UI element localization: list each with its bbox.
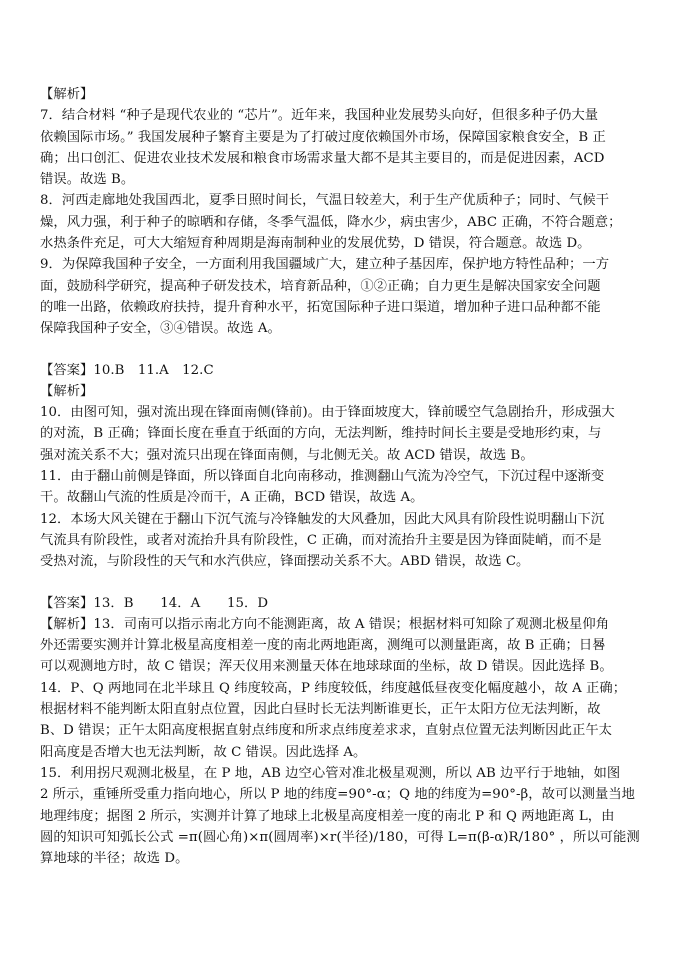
text-line: 【解析】 — [40, 87, 94, 102]
text-line: 9．为保障我国种子安全，一方面利用我国疆域广大，建立种子基因库，保护地方特性品种；一方 — [40, 257, 610, 273]
text-line: 受热对流，与阶段性的天气和水汽供应，锋面摆动关系不大。ABD 错误，故选 C。 — [40, 554, 530, 570]
answer-section — [40, 360, 658, 573]
text-line: 算地球的半径；故选 D。 — [40, 851, 189, 867]
text-line: 保障我国种子安全，③④错误。故选 A。 — [40, 321, 281, 337]
text-line: 燥，风力强，利于种子的晾晒和存储，冬季气温低，降水少，病虫害少，ABC 正确，不符合题意； — [40, 214, 622, 230]
text-line: 【解析】13．司南可以指示南北方向不能测距离，故 A 错误；根据材料可知除了观测北极星仰角 — [40, 616, 610, 632]
text-line: 依赖国际市场。” 我国发展种子繁育主要是为了打破过度依赖国外市场，保障国家粮食安全，B 正 — [40, 129, 606, 145]
text-line: 根据材料不能判断太阳直射点位置，因此白昼时长无法判断谁更长，正午太阳方位无法判断，故 — [40, 702, 601, 718]
section-gap — [40, 573, 658, 593]
text-line: 2 所示，重锤所受重力指向地心，所以 P 地的纬度=90°-α；Q 地的纬度为=90°-β，故可以测量当地 — [40, 787, 636, 803]
document-page — [40, 84, 658, 869]
text-line: 可以观测地方时，故 C 错误；浑天仪用来测量天体在地球球面的坐标，故 D 错误。因此选择 B。 — [40, 659, 613, 675]
text-line: 地理纬度；据图 2 所示，实测并计算了地球上北极星高度相差一度的南北 P 和 Q 两地距离 L，由 — [40, 808, 615, 824]
text-line: 确；出口创汇、促进农业技术发展和粮食市场需求量大都不是其主要目的，而是促进因素，ACD — [40, 150, 605, 166]
text-line: 8．河西走廊地处我国西北，夏季日照时间长，气温日较差大，利于生产优质种子；同时、气候干 — [40, 193, 610, 209]
text-line: 【答案】10.B 11.A 12.C — [40, 362, 214, 378]
text-line: 的唯一出路，依赖政府扶持，提升育种水平，拓宽国际种子进口渠道，增加种子进口品种都不能 — [40, 299, 601, 315]
text-line: 错误。故选 B。 — [40, 172, 135, 188]
text-line: 的对流，B 正确；锋面长度在垂直于纸面的方向，无法判断，维持时间长主要是受地形约束，与 — [40, 426, 602, 442]
text-line: 【解析】 — [40, 383, 94, 399]
text-line: 12．本场大风关键在于翻山下沉气流与冷锋触发的大风叠加，因此大风具有阶段性说明翻山下沉 — [40, 511, 605, 527]
text-line: 干。故翻山气流的性质是冷而干，A 正确，BCD 错误，故选 A。 — [40, 490, 424, 506]
text-line: 14．P、Q 两地同在北半球且 Q 纬度较高，P 纬度较低，纬度越低昼夜变化幅度越小，故 A 正确； — [40, 680, 627, 696]
text-line: 15．利用拐尺观测北极星，在 P 地，AB 边空心管对准北极星观测，所以 AB 边平行于地轴，如图 — [40, 765, 621, 781]
text-line: B、D 错误；正午太阳高度根据直射点纬度和所求点纬度差求求，直射点位置无法判断因此正午太 — [40, 723, 613, 739]
text-line: 【答案】13．B 14．A 15．D — [40, 595, 269, 611]
text-line: 11．由于翻山前侧是锋面，所以锋面自北向南移动，推测翻山气流为冷空气，下沉过程中逐渐变 — [40, 469, 605, 485]
answer-section — [40, 84, 658, 340]
text-line: 气流具有阶段性，或者对流抬升具有阶段性，C 正确，而对流抬升主要是因为锋面陡峭，而不是 — [40, 532, 602, 548]
text-line: 阳高度是否增大也无法判断，故 C 错误。因此选择 A。 — [40, 744, 367, 760]
text-line: 面，鼓励科学研究，提高种子研发技术，培育新品种，①②正确；自力更生是解决国家安全问题 — [40, 278, 601, 294]
section-gap — [40, 340, 658, 360]
text-line: 7．结合材料 “种子是现代农业的 “芯片”。近年来，我国种业发展势头向好，但很多种子仍大量 — [40, 108, 599, 124]
answer-section — [40, 593, 658, 870]
text-line: 水热条件充足，可大大缩短育种周期是海南制种业的发展优势，D 错误，符合题意。故选 D。 — [40, 236, 591, 252]
text-line: 10．由图可知，强对流出现在锋面南侧(锋前)。由于锋面坡度大，锋前暖空气急剧抬升，形成强大 — [40, 405, 615, 421]
text-line: 圆的知识可知弧长公式 =π(圆心角)×π(圆周率)×r(半径)/180，可得 L=π(β-α)R/180° ，所以可能测 — [40, 829, 640, 845]
text-line: 强对流关系不大；强对流只出现在锋面南侧，与北侧无关。故 ACD 错误，故选 B。 — [40, 447, 534, 463]
text-line: 外还需要实测并计算北极星高度相差一度的南北两地距离，测绳可以测量距离，故 B 正确；日晷 — [40, 638, 606, 654]
